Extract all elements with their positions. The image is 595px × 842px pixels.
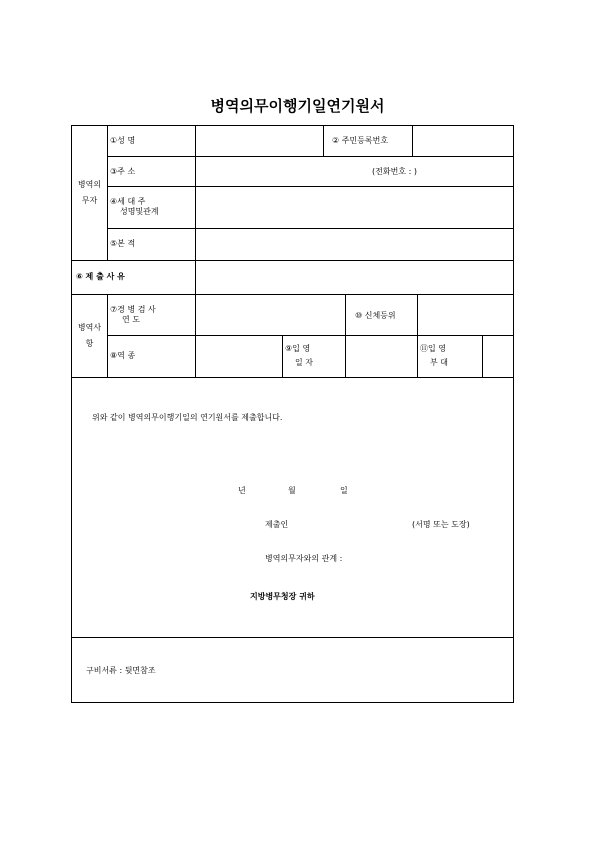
householder-label-line: ④세 대 주 [110, 197, 146, 206]
column-divider [195, 126, 196, 377]
row-divider [72, 260, 514, 261]
applicant-label: 제출인 [265, 520, 289, 529]
decision-year-line: 연 도 [122, 315, 140, 324]
address-label: ③주 소 [110, 167, 136, 176]
column-divider [107, 294, 108, 377]
column-divider [345, 294, 346, 377]
householder-label [110, 197, 192, 217]
section-label-line: 무자 [81, 196, 98, 205]
form-title: 병역의무이행기일연기원서 [210, 97, 385, 115]
service-type-label: ⑧역 종 [110, 351, 136, 360]
grade-label: ⑩ 신체등위 [355, 311, 396, 320]
column-divider [417, 294, 418, 377]
householder-label-line: 성명및관계 [120, 207, 159, 216]
reason-label: ⑥ 제 출 사 유 [76, 272, 125, 281]
row-divider [107, 335, 514, 336]
column-divider [412, 126, 413, 156]
row-divider [107, 228, 514, 229]
declaration-statement: 위와 같이 병역의무이행기일의 연기원서를 제출합니다. [92, 413, 283, 422]
row-divider [107, 156, 514, 157]
enlistment-date-label [285, 344, 341, 368]
name-label: ①성 명 [110, 136, 136, 145]
row-divider [72, 294, 514, 295]
section-label-person [72, 180, 107, 206]
column-divider [482, 335, 483, 377]
hometown-label: ⑤본 적 [110, 239, 136, 248]
enlistment-date-line: ⑨입 영 [285, 344, 311, 353]
date-day-label: 일 [340, 486, 348, 495]
recipient-label: 지방병무청장 귀하 [250, 592, 315, 601]
signature-note: (서명 또는 도장) [412, 520, 470, 529]
column-divider [282, 335, 283, 377]
section-label-line: 병역의 [77, 180, 102, 189]
relation-label: 병역의무자와의 관계 : [265, 554, 343, 563]
date-year-label: 년 [238, 486, 246, 495]
enlistment-date-line: 일 자 [295, 358, 313, 367]
date-month-label: 월 [288, 486, 296, 495]
column-divider [107, 126, 108, 260]
row-divider [72, 377, 514, 378]
enlistment-unit-line: 부 대 [430, 358, 448, 367]
enlistment-unit-line: ⑪입 영 [420, 344, 446, 353]
attachments-note: 구비서류 : 뒷면참조 [86, 666, 156, 675]
phone-note: (전화번호 : ) [372, 167, 417, 176]
rrn-label: ② 주민등록번호 [332, 136, 389, 145]
section-label-military [72, 323, 107, 349]
row-divider [107, 186, 514, 187]
decision-year-label [110, 305, 192, 325]
enlistment-unit-label [420, 344, 478, 368]
column-divider [323, 126, 324, 156]
section-label-line: 항 [85, 339, 94, 348]
decision-year-line: ⑦경 병 검 사 [110, 305, 156, 314]
row-divider [72, 637, 514, 638]
section-label-line: 병역사 [77, 323, 102, 332]
application-form-table [71, 125, 514, 703]
